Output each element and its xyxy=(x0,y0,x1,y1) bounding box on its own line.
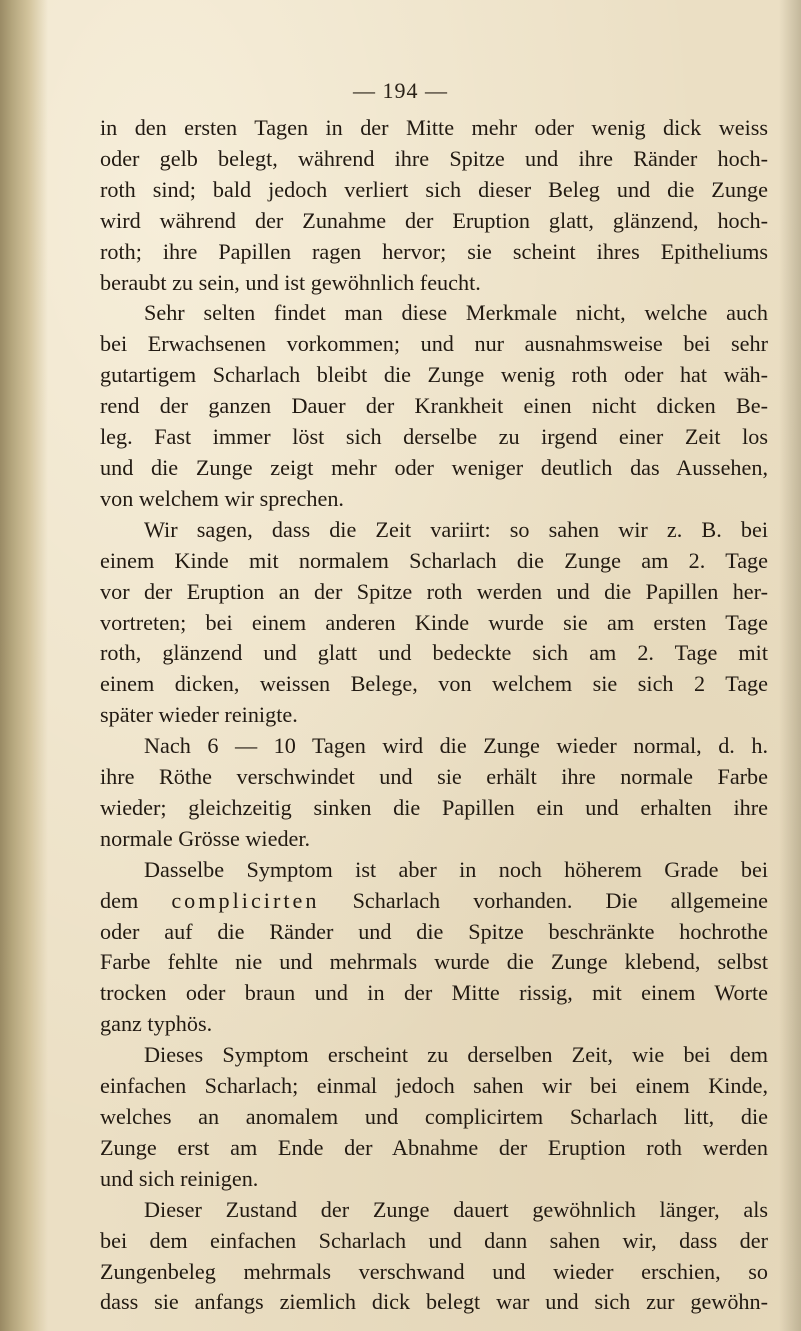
text-line: einem dicken, weissen Belege, von welchem sie sich 2 Tage xyxy=(100,671,768,697)
text-line: leg. Fast immer löst sich derselbe zu irgend einer Zeit los xyxy=(100,424,768,450)
text-line: Dieser Zustand der Zunge dauert gewöhnlich länger, als xyxy=(144,1196,768,1222)
text-line: gutartigem Scharlach bleibt die Zunge wenig roth oder hat wäh- xyxy=(100,362,768,388)
text-line: ganz typhös. xyxy=(100,1011,213,1037)
text-line: beraubt zu sein, und ist gewöhnlich feucht. xyxy=(100,269,481,295)
text-line: von welchem wir sprechen. xyxy=(100,485,344,511)
text-line: Wir sagen, dass die Zeit variirt: so sahen wir z. B. bei xyxy=(144,516,768,542)
page-gutter-shadow xyxy=(0,0,48,1331)
text-line: oder auf die Ränder und die Spitze beschränkte hochrothe xyxy=(100,918,768,944)
text-line: roth; ihre Papillen ragen hervor; sie scheint ihres Epitheliums xyxy=(100,238,768,264)
text-line: roth sind; bald jedoch verliert sich dieser Beleg und die Zunge xyxy=(100,176,768,202)
text-line: bei dem einfachen Scharlach und dann sahen wir, dass der xyxy=(100,1227,768,1253)
text-line: rend der ganzen Dauer der Krankheit einen nicht dicken Be- xyxy=(100,393,768,419)
text-line: welches an anomalem und complicirtem Scharlach litt, die xyxy=(100,1104,768,1129)
text-line: und die Zunge zeigt mehr oder weniger deutlich das Aussehen, xyxy=(100,454,768,480)
text-line: dass sie anfangs ziemlich dick belegt war und sich zur gewöhn- xyxy=(100,1289,768,1315)
text-line: Dieses Symptom erscheint zu derselben Zeit, wie bei dem xyxy=(144,1042,768,1068)
text-line: wieder; gleichzeitig sinken die Papillen ein und erhalten ihre xyxy=(100,794,768,820)
text-line: dem complicirten Scharlach vorhanden. Die allgemeine xyxy=(100,887,768,913)
text-line: roth, glänzend und glatt und bedeckte sich am 2. Tage mit xyxy=(100,640,768,666)
text-line: ihre Röthe verschwindet und sie erhält ihre normale Farbe xyxy=(100,764,768,790)
text-line: Sehr selten findet man diese Merkmale nicht, welche auch xyxy=(144,300,768,326)
text-line: später wieder reinigte. xyxy=(100,702,298,728)
text-line: Dasselbe Symptom ist aber in noch höherem Grade bei xyxy=(144,856,768,882)
text-line: Nach 6 — 10 Tagen wird die Zunge wieder normal, d. h. xyxy=(144,733,768,759)
body-text xyxy=(100,113,768,1318)
text-line: Zungenbeleg mehrmals verschwand und wieder erschien, so xyxy=(100,1258,768,1284)
text-line: wird während der Zunahme der Eruption glatt, glänzend, hoch- xyxy=(100,207,768,233)
text-line: Zunge erst am Ende der Abnahme der Eruption roth werden xyxy=(100,1134,768,1160)
text-line: normale Grösse wieder. xyxy=(100,825,311,851)
text-line: einem Kinde mit normalem Scharlach die Zunge am 2. Tage xyxy=(100,547,768,573)
page-number: — 194 — xyxy=(353,78,448,103)
text-line: in den ersten Tagen in der Mitte mehr oder wenig dick weiss xyxy=(100,115,768,140)
text-line: und sich reinigen. xyxy=(100,1165,259,1191)
text-line: einfachen Scharlach; einmal jedoch sahen wir bei einem Kinde, xyxy=(100,1073,768,1099)
text-line: bei Erwachsenen vorkommen; und nur ausnahmsweise bei sehr xyxy=(100,331,768,357)
text-line: Farbe fehlte nie und mehrmals wurde die Zunge klebend, selbst xyxy=(100,949,768,975)
text-line: oder gelb belegt, während ihre Spitze und ihre Ränder hoch- xyxy=(100,145,768,171)
page-edge-shadow xyxy=(779,0,801,1331)
text-line: vortreten; bei einem anderen Kinde wurde sie am ersten Tage xyxy=(100,609,768,635)
text-line: trocken oder braun und in der Mitte rissig, mit einem Worte xyxy=(100,980,768,1006)
text-line: vor der Eruption an der Spitze roth werden und die Papillen her- xyxy=(100,578,768,604)
